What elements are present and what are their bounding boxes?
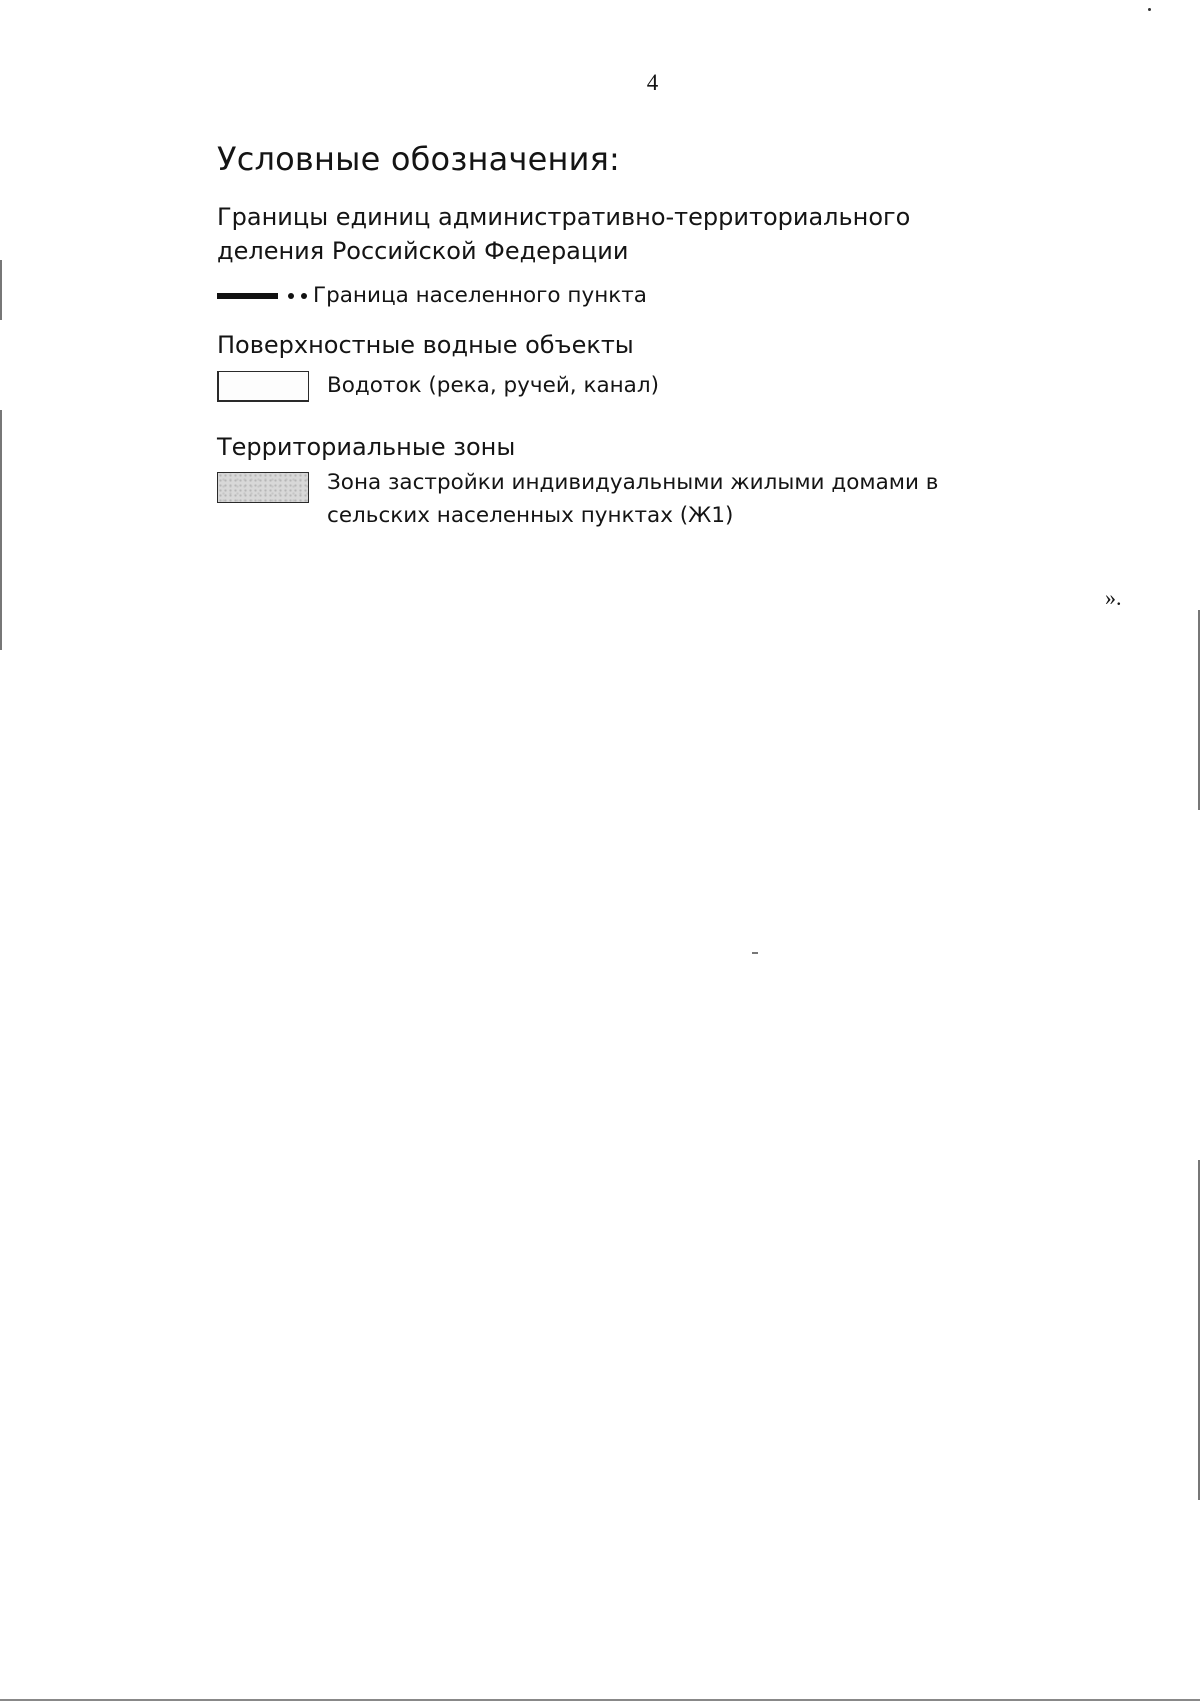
admin-boundaries-heading: Границы единиц административно-территориального деления Российской Федерации (217, 203, 911, 265)
legend-item-zone-zh1 (217, 472, 1027, 532)
legend-title: Условные обозначения: (217, 140, 621, 178)
boundary-dot (288, 293, 294, 299)
territorial-zones-heading: Территориальные зоны (217, 433, 516, 461)
scan-speck (1148, 8, 1151, 11)
boundary-dot (301, 293, 307, 299)
scan-edge-mark (0, 260, 2, 320)
legend-item-watercourse (217, 371, 659, 402)
scan-edge-mark (0, 410, 2, 650)
settlement-boundary-symbol (217, 281, 313, 311)
zone-zh1-label: Зона застройки индивидуальными жилыми домами в сельских населенных пунктах (Ж1) (327, 470, 939, 528)
scan-speck (752, 952, 758, 954)
page-number: 4 (646, 70, 659, 95)
watercourse-label: Водоток (река, ручей, канал) (327, 373, 659, 398)
closing-quote: ». (1105, 585, 1122, 610)
watercourse-swatch (217, 371, 309, 402)
water-objects-heading: Поверхностные водные объекты (217, 331, 634, 359)
settlement-boundary-label: Граница населенного пункта (313, 283, 647, 308)
zone-zh1-swatch (217, 472, 309, 503)
legend-item-settlement-boundary (217, 281, 647, 311)
boundary-line-segment (217, 293, 278, 299)
